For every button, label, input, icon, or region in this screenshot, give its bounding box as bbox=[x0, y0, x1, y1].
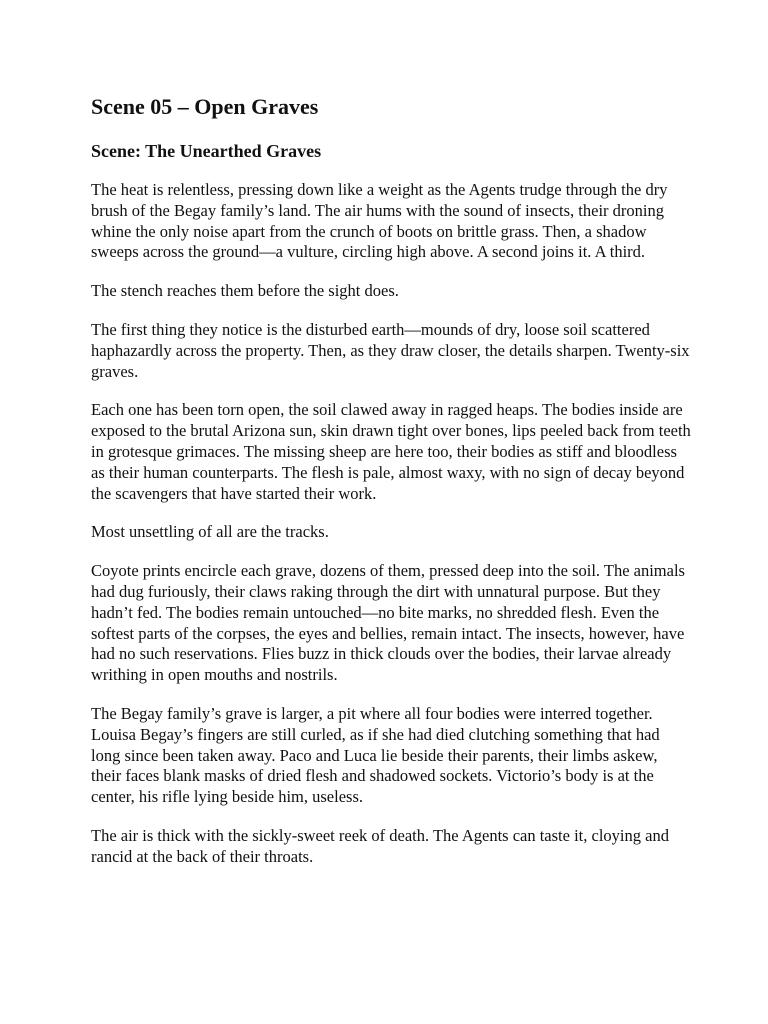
paragraph: Most unsettling of all are the tracks. bbox=[91, 522, 329, 542]
paragraph: Coyote prints encircle each grave, dozens of them, pressed deep into the soil. The animals had dug furiously, their claws raking through the dirt with unnatural purpose. But they hadn’t fed. The bodies remain untouched—no bite marks, no shredded flesh. Even the softest parts of the corpses, the eyes and bellies, remain intact. The insects, however, have had no such reservations. Flies buzz in thick clouds over the bodies, their larvae already writhing in open mouths and nostrils. bbox=[91, 561, 685, 685]
paragraph: The air is thick with the sickly-sweet reek of death. The Agents can taste it, cloying and rancid at the back of their throats. bbox=[91, 825, 669, 866]
paragraph: The first thing they notice is the disturbed earth—mounds of dry, loose soil scattered haphazardly across the property. Then, as they draw closer, the details sharpen. Twenty-six graves. bbox=[91, 319, 690, 381]
paragraph: The Begay family’s grave is larger, a pit where all four bodies were interred together. Louisa Begay’s fingers are still curled, as if she had died clutching something that had long since been taken away. Paco and Luca lie beside their parents, their limbs askew, their faces blank masks of dried flesh and shadowed sockets. Victorio’s body is at the center, his rifle lying beside him, useless. bbox=[91, 703, 660, 807]
scene-subtitle: Scene: The Unearthed Graves bbox=[91, 141, 322, 161]
page-title: Scene 05 – Open Graves bbox=[91, 94, 319, 119]
document-page bbox=[91, 92, 691, 886]
paragraph: The heat is relentless, pressing down like a weight as the Agents trudge through the dry brush of the Begay family’s land. The air hums with the sound of insects, their droning whine the only noise apart from the crunch of boots on brittle grass. Then, a shadow sweeps across the ground—a vulture, circling high above. A second joins it. A third. bbox=[91, 180, 668, 262]
paragraph: The stench reaches them before the sight does. bbox=[91, 281, 399, 301]
paragraph: Each one has been torn open, the soil clawed away in ragged heaps. The bodies inside are exposed to the brutal Arizona sun, skin drawn tight over bones, lips peeled back from teeth in grotesque grimaces. The missing sheep are here too, their bodies as stiff and bloodless as their human counterparts. The flesh is pale, almost waxy, with no sign of decay beyond the scavengers that have started their work. bbox=[91, 400, 691, 503]
